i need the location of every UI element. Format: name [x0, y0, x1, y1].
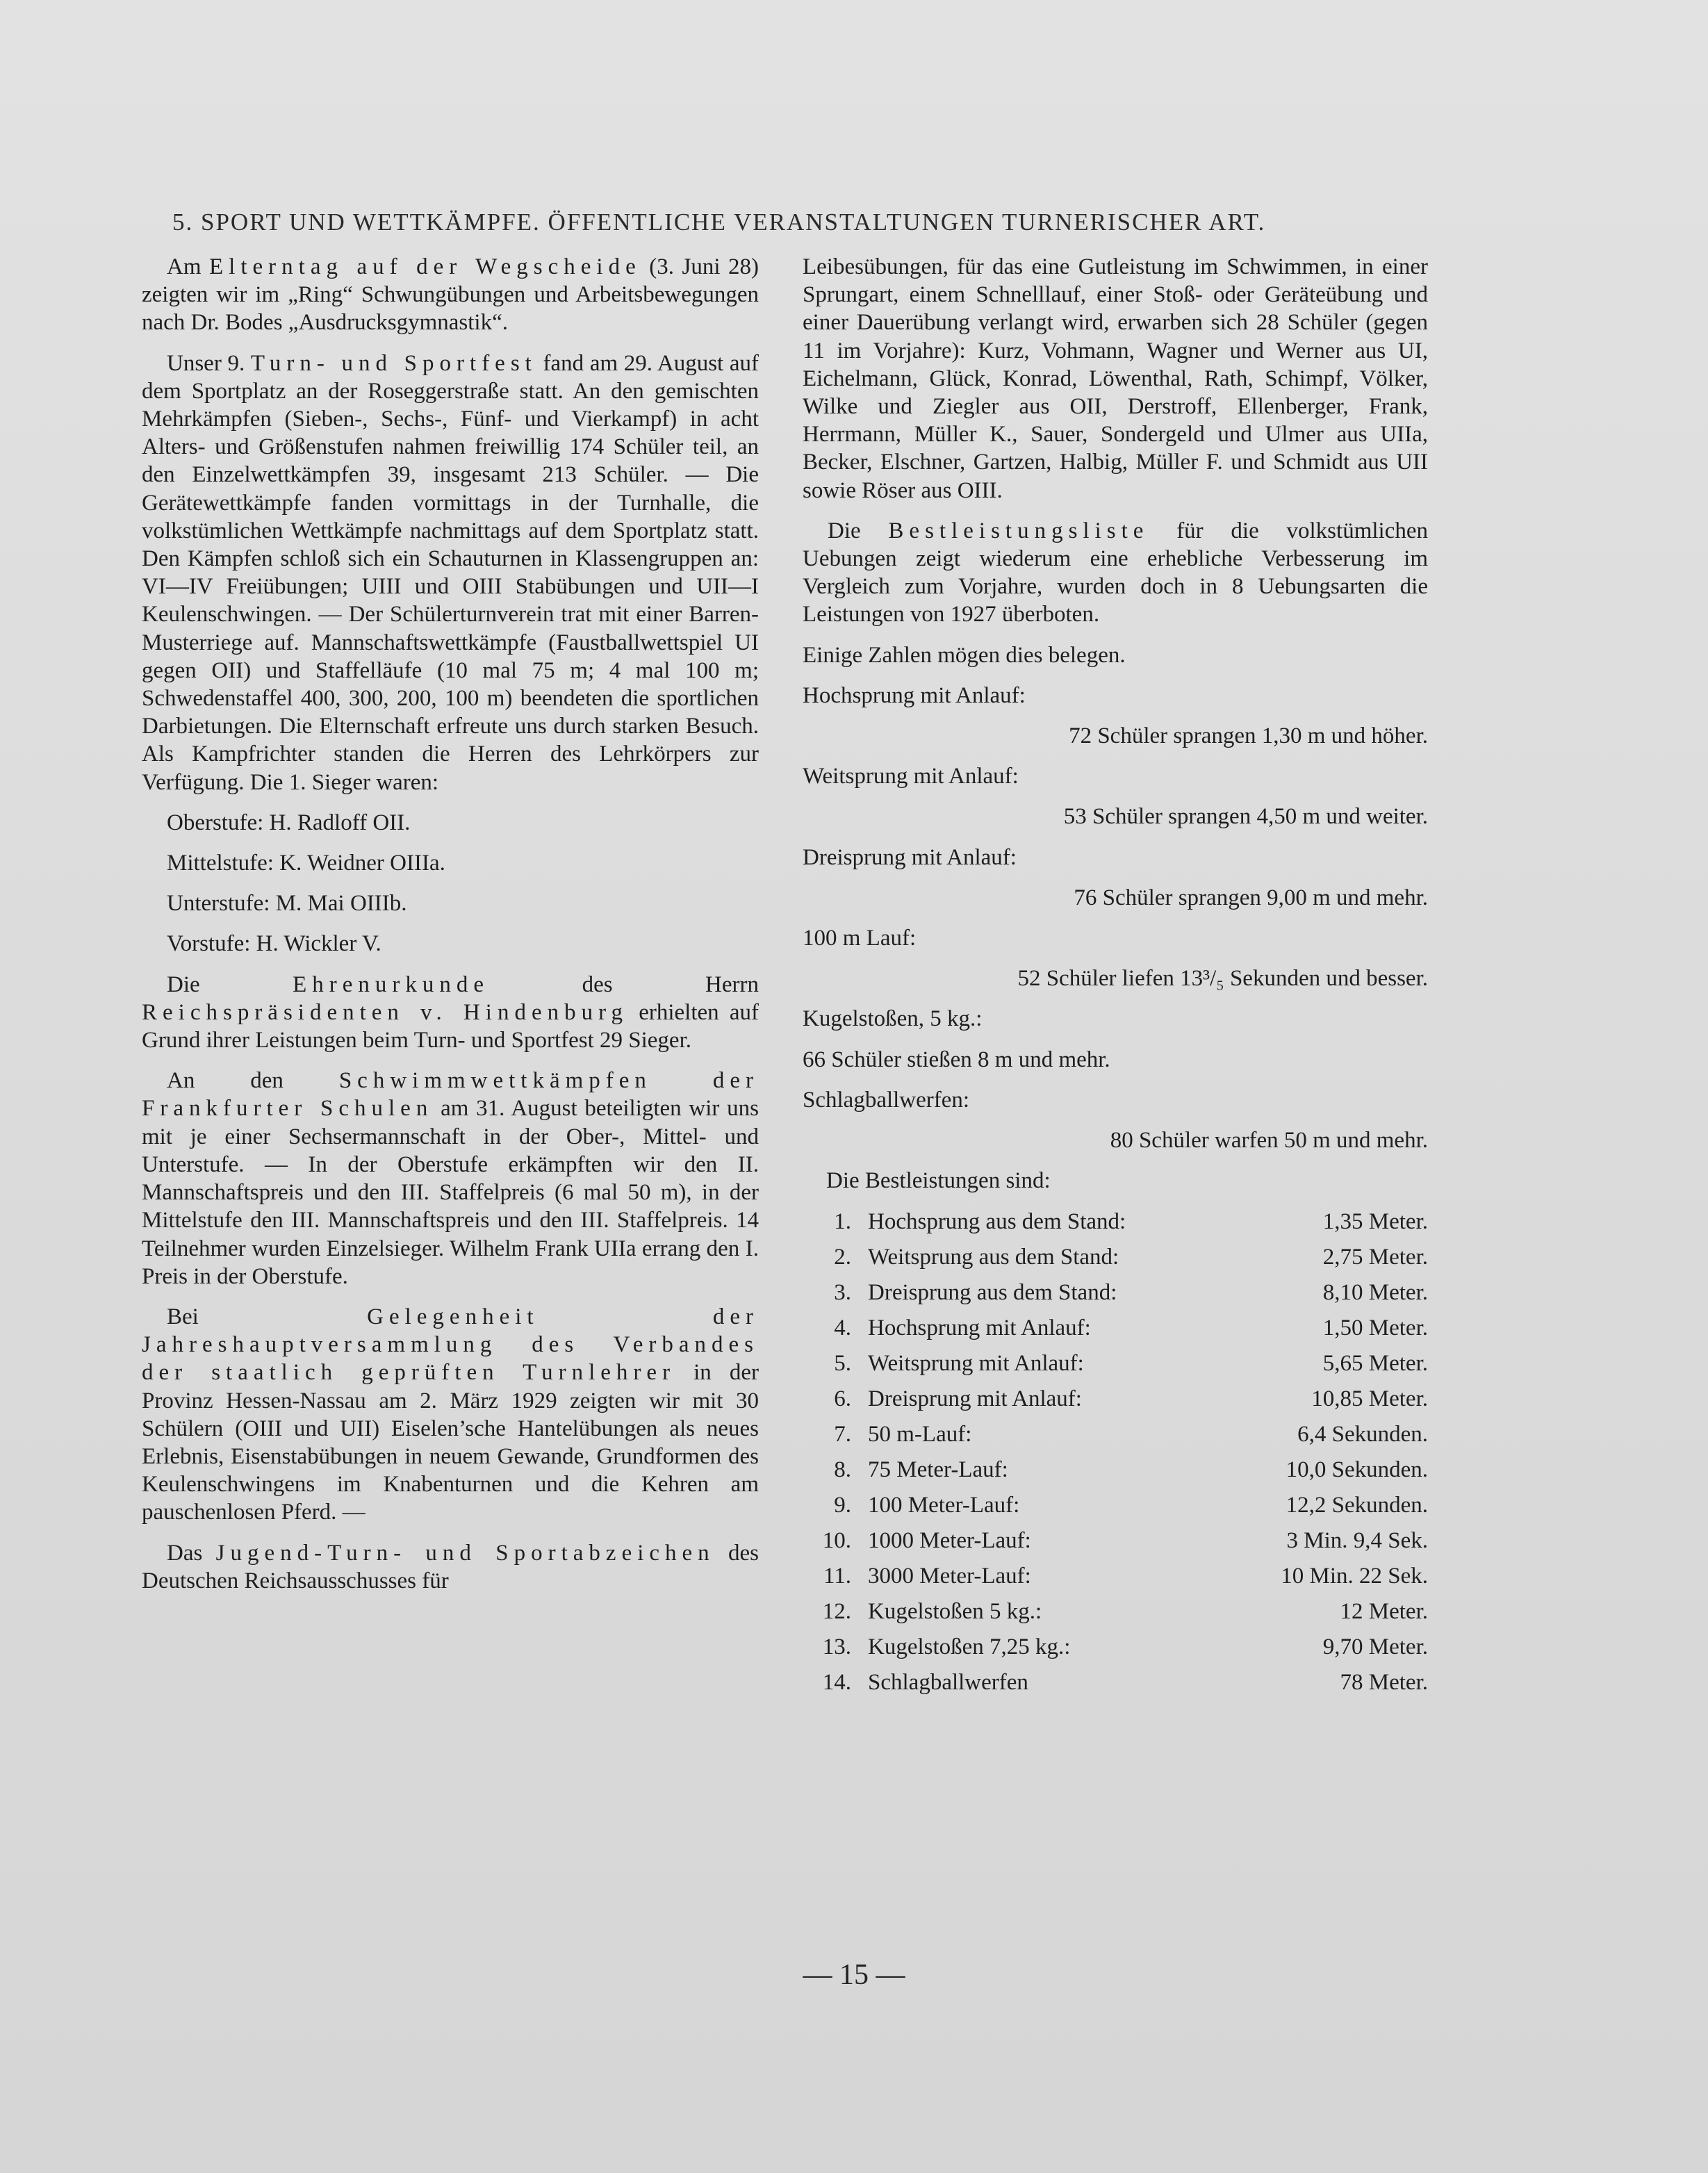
- paragraph-turnlehrer: Bei Gelegenheit der Jahreshauptversammlung des Verbandes der staatlich geprüften Turnlehrer in der Provinz Hessen-Nassau am 2. März 1929 zeigten wir mit 30 Schülern (OIII und UII) Eiselen’sche Hantelübungen als neues Erlebnis, Eisenstabübungen in neuem Gewande, Grundformen des Keulenschwingens im Knabenturnen und die Kehren am pauschenlosen Pferd. —: [142, 1304, 759, 1525]
- best-row: 9. 100 Meter-Lauf: 12,2 Sekunden.: [834, 1493, 1428, 1518]
- spaced-term: Jugend-Turn- und Sportabzeichen: [215, 1540, 715, 1566]
- paragraph-sportabzeichen-cont: Leibesübungen, für das eine Gutleistung im Schwimmen, in einer Sprungart, einem Schnelllauf, einer Stoß- oder Geräteübung und einer Dauerübung verlangt wird, erwarben sich 28 Schüler (gegen 11 im Vorjahre): Kurz, Vohmann, Wagner und Werner aus UI, Eichelmann, Glück, Konrad, Löwenthal, Rath, Schimpf, Völker, Wilke und Ziegler aus OII, Derstroff, Ellenberger, Frank, Herrmann, Müller K., Sauer, Sondergeld und Ulmer aus UIIa, Becker, Elschner, Gartzen, Halbig, Müller F. und Schmidt aus UII sowie Röser aus OIII.: [803, 254, 1428, 503]
- best-row: 6. Dreisprung mit Anlauf: 10,85 Meter.: [834, 1386, 1428, 1412]
- spaced-term: Bestleistungsliste: [888, 518, 1149, 543]
- winner-line: Unterstufe: M. Mai OIIIb.: [167, 891, 407, 917]
- stat-value: 66 Schüler stießen 8 m und mehr.: [803, 1047, 1110, 1072]
- best-row: 7. 50 m-Lauf: 6,4 Sekunden.: [834, 1422, 1428, 1448]
- stat-label: Hochsprung mit Anlauf:: [803, 682, 1026, 708]
- winner-line: Oberstufe: H. Radloff OII.: [167, 810, 411, 835]
- best-list: [803, 1204, 1428, 1700]
- paragraph-sportabzeichen: Das Jugend-Turn- und Sportabzeichen des Deutschen Reichsausschusses für: [142, 1540, 759, 1593]
- best-row: 8. 75 Meter-Lauf: 10,0 Sekunden.: [834, 1457, 1428, 1483]
- best-row: 2. Weitsprung aus dem Stand: 2,75 Meter.: [834, 1245, 1428, 1270]
- best-row: 3. Dreisprung aus dem Stand: 8,10 Meter.: [834, 1280, 1428, 1306]
- winner-line: Vorstufe: H. Wickler V.: [167, 931, 381, 957]
- winner-line: Mittelstufe: K. Weidner OIIIa.: [167, 851, 445, 876]
- best-list-title: Die Bestleistungen sind:: [826, 1168, 1051, 1194]
- best-row: 12. Kugelstoßen 5 kg.: 12 Meter.: [822, 1599, 1428, 1625]
- stat-value: 80 Schüler warfen 50 m und mehr.: [1110, 1128, 1428, 1154]
- section-heading: 5. SPORT UND WETTKÄMPFE. ÖFFENTLICHE VERANSTALTUNGEN TURNERISCHER ART.: [172, 208, 1266, 236]
- best-row: 14. Schlagballwerfen 78 Meter.: [822, 1670, 1428, 1696]
- paragraph-schwimmen: An den Schwimmwettkämpfen der Frankfurter Schulen am 31. August beteiligten wir uns mit je einer Sechsermannschaft in der Ober-, Mittel- und Unterstufe. — In der Oberstufe erkämpften wir den II. Mannschaftspreis und den III. Staffelpreis (6 mal 50 m), in der Mittelstufe den III. Mannschaftspreis und den III. Staffelpreis. 14 Teilnehmer wurden Einzelsieger. Wilhelm Frank UIIa errang den I. Preis in der Oberstufe.: [142, 1068, 759, 1289]
- stat-label: Dreisprung mit Anlauf:: [803, 844, 1017, 870]
- spaced-term: Ehrenurkunde: [293, 971, 490, 997]
- stat-value: 53 Schüler sprangen 4,50 m und weiter.: [1063, 804, 1428, 830]
- best-row: 4. Hochsprung mit Anlauf: 1,50 Meter.: [834, 1315, 1428, 1341]
- stat-value: 52 Schüler liefen 13³/₅ Sekunden und besser.: [1017, 966, 1428, 992]
- spaced-term: Gelegenheit der Jahreshauptversammlung des Verbandes der staatlich geprüften Turnlehrer: [142, 1304, 759, 1386]
- best-row: 5. Weitsprung mit Anlauf: 5,65 Meter.: [834, 1351, 1428, 1377]
- stat-label: 100 m Lauf:: [803, 926, 917, 951]
- spaced-term: Turn- und Sportfest: [250, 350, 537, 376]
- page-number: — 15 —: [803, 1959, 905, 1991]
- paragraph-bestleistungsliste: Die Bestleistungsliste für die volkstümlichen Uebungen zeigt wiederum eine erhebliche Verbesserung im Vergleich zum Vorjahre, wurden doch in 8 Uebungsarten die Leistungen von 1927 überboten.: [803, 518, 1428, 628]
- stats-intro: Einige Zahlen mögen dies belegen.: [803, 642, 1126, 668]
- spaced-term: Elterntag auf der Wegscheide: [209, 254, 641, 279]
- paragraph-elterntag: Am Elterntag auf der Wegscheide (3. Juni 28) zeigten wir im „Ring“ Schwungübungen und Arbeitsbewegungen nach Dr. Bodes „Ausdrucksgymnastik“.: [142, 254, 759, 336]
- spaced-term: Schwimmwettkämpfen der Frankfurter Schulen: [142, 1068, 759, 1122]
- right-column: [803, 253, 1428, 1700]
- paragraph-sportfest: Unser 9. Turn- und Sportfest fand am 29. August auf dem Sportplatz an der Roseggerstraße statt. An den gemischten Mehrkämpfen (Sieben-, Sechs-, Fünf- und Vierkampf) in acht Alters- und Größenstufen nahmen freiwillig 174 Schüler teil, an den Einzelwettkämpfen 39, insgesamt 213 Schüler. — Die Gerätewettkämpfe fanden vormittags in der Turnhalle, die volkstümlichen Wettkämpfe nachmittags auf dem Sportplatz statt. Den Kämpfen schloß sich ein Schauturnen in Klassengruppen an: VI—IV Freiübungen; UIII und OIII Stabübungen und UII—I Keulenschwingen. — Der Schülerturnverein trat mit einer Barren-Musterriege auf. Mannschaftswettkämpfe (Faustballwettspiel UI gegen OII) und Staffelläufe (10 mal 75 m; 4 mal 100 m; Schwedenstaffel 400, 300, 200, 100 m) beendeten die sportlichen Darbietungen. Die Elternschaft erfreute uns durch starken Besuch. Als Kampfrichter standen die Herren des Lehrkörpers zur Verfügung. Die 1. Sieger waren:: [142, 350, 759, 795]
- stat-label: Schlagballwerfen:: [803, 1087, 970, 1113]
- best-row: 1. Hochsprung aus dem Stand: 1,35 Meter.: [834, 1209, 1428, 1235]
- stat-label: Kugelstoßen, 5 kg.:: [803, 1006, 983, 1032]
- best-row: 10. 1000 Meter-Lauf: 3 Min. 9,4 Sek.: [822, 1528, 1428, 1554]
- paragraph-ehrenurkunde: Die Ehrenurkunde des Herrn Reichspräsidenten v. Hindenburg erhielten auf Grund ihrer Leistungen beim Turn- und Sportfest 29 Sieger.: [142, 971, 759, 1053]
- left-column: [142, 253, 759, 1595]
- spaced-term: Reichspräsidenten v. Hindenburg: [142, 999, 628, 1025]
- stat-value: 76 Schüler sprangen 9,00 m und mehr.: [1074, 885, 1428, 910]
- stat-value: 72 Schüler sprangen 1,30 m und höher.: [1069, 723, 1428, 749]
- best-row: 13. Kugelstoßen 7,25 kg.: 9,70 Meter.: [822, 1634, 1428, 1660]
- stat-label: Weitsprung mit Anlauf:: [803, 764, 1019, 789]
- best-row: 11. 3000 Meter-Lauf: 10 Min. 22 Sek.: [823, 1564, 1428, 1589]
